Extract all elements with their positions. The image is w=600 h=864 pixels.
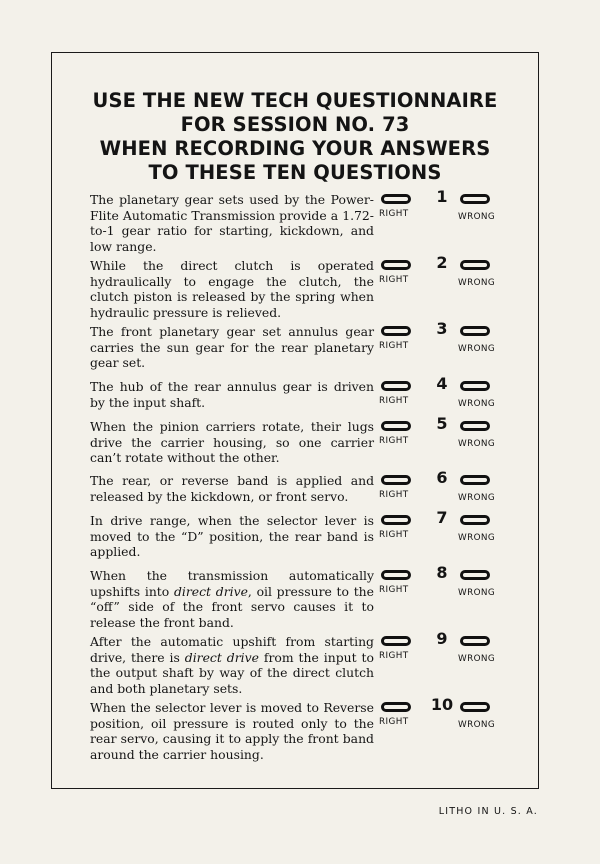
right-answer-oval[interactable] bbox=[381, 381, 411, 391]
wrong-answer-oval[interactable] bbox=[460, 475, 490, 485]
wrong-label: WRONG bbox=[458, 212, 496, 222]
question-text: The hub of the rear annulus gear is driven by the input shaft. bbox=[90, 379, 374, 410]
wrong-answer-oval[interactable] bbox=[460, 194, 490, 204]
title-line-1: USE THE NEW TECH QUESTIONNAIRE bbox=[92, 89, 498, 112]
question-text: After the automatic upshift from starting drive, there is direct drive from the input to the output shaft by way of the direct clutch and both planetary sets. bbox=[90, 634, 374, 696]
wrong-answer-oval[interactable] bbox=[460, 381, 490, 391]
question-text: The planetary gear sets used by the Power-Flite Automatic Transmission provide a 1.72-to-1 gear ratio for starting, kickdown, and low range. bbox=[90, 192, 374, 254]
question-number: 6 bbox=[436, 468, 448, 487]
wrong-label: WRONG bbox=[458, 720, 496, 730]
question-text: When the selector lever is moved to Reverse position, oil pressure is routed only to the rear servo, causing it to apply the front band around the carrier housing. bbox=[90, 700, 374, 762]
question-text: When the pinion carriers rotate, their lugs drive the carrier housing, so one carrier can’t rotate without the other. bbox=[90, 419, 374, 466]
title-line-3: WHEN RECORDING YOUR ANSWERS bbox=[99, 137, 491, 160]
question-number: 2 bbox=[436, 253, 448, 272]
wrong-label: WRONG bbox=[458, 654, 496, 664]
right-label: RIGHT bbox=[379, 341, 409, 351]
right-answer-oval[interactable] bbox=[381, 475, 411, 485]
question-number: 7 bbox=[436, 508, 448, 527]
right-answer-oval[interactable] bbox=[381, 326, 411, 336]
wrong-answer-oval[interactable] bbox=[460, 636, 490, 646]
title-line-4: TO THESE TEN QUESTIONS bbox=[148, 161, 442, 184]
right-label: RIGHT bbox=[379, 209, 409, 219]
right-label: RIGHT bbox=[379, 651, 409, 661]
right-answer-oval[interactable] bbox=[381, 570, 411, 580]
wrong-label: WRONG bbox=[458, 278, 496, 288]
wrong-label: WRONG bbox=[458, 399, 496, 409]
question-number: 3 bbox=[436, 319, 448, 338]
print-credit: LITHO IN U. S. A. bbox=[438, 806, 538, 817]
question-number: 1 bbox=[436, 187, 448, 206]
question-number: 4 bbox=[436, 374, 448, 393]
questionnaire-frame bbox=[51, 52, 539, 789]
wrong-answer-oval[interactable] bbox=[460, 515, 490, 525]
question-number: 10 bbox=[430, 695, 454, 714]
wrong-label: WRONG bbox=[458, 533, 496, 543]
question-text: While the direct clutch is operated hydraulically to engage the clutch, the clutch piston is released by the spring when hydraulic pressure is relieved. bbox=[90, 258, 374, 320]
question-text: The rear, or reverse band is applied and released by the kickdown, or front servo. bbox=[90, 473, 374, 504]
wrong-answer-oval[interactable] bbox=[460, 421, 490, 431]
wrong-label: WRONG bbox=[458, 439, 496, 449]
wrong-answer-oval[interactable] bbox=[460, 326, 490, 336]
wrong-label: WRONG bbox=[458, 493, 496, 503]
question-number: 8 bbox=[436, 563, 448, 582]
right-label: RIGHT bbox=[379, 396, 409, 406]
right-label: RIGHT bbox=[379, 530, 409, 540]
wrong-answer-oval[interactable] bbox=[460, 570, 490, 580]
question-number: 5 bbox=[436, 414, 448, 433]
page-title bbox=[52, 89, 538, 185]
wrong-answer-oval[interactable] bbox=[460, 702, 490, 712]
right-answer-oval[interactable] bbox=[381, 421, 411, 431]
right-answer-oval[interactable] bbox=[381, 260, 411, 270]
question-text: The front planetary gear set annulus gear carries the sun gear for the rear planetary gear set. bbox=[90, 324, 374, 371]
right-label: RIGHT bbox=[379, 436, 409, 446]
question-text: In drive range, when the selector lever is moved to the “D” position, the rear band is applied. bbox=[90, 513, 374, 560]
right-answer-oval[interactable] bbox=[381, 194, 411, 204]
title-line-2: FOR SESSION NO. 73 bbox=[180, 113, 410, 136]
question-text: When the transmission automatically upshifts into direct drive, oil pressure to the “off” side of the front servo causes it to release the front band. bbox=[90, 568, 374, 630]
right-label: RIGHT bbox=[379, 717, 409, 727]
right-label: RIGHT bbox=[379, 275, 409, 285]
question-number: 9 bbox=[436, 629, 448, 648]
wrong-answer-oval[interactable] bbox=[460, 260, 490, 270]
right-label: RIGHT bbox=[379, 585, 409, 595]
right-answer-oval[interactable] bbox=[381, 636, 411, 646]
wrong-label: WRONG bbox=[458, 344, 496, 354]
right-label: RIGHT bbox=[379, 490, 409, 500]
wrong-label: WRONG bbox=[458, 588, 496, 598]
right-answer-oval[interactable] bbox=[381, 702, 411, 712]
right-answer-oval[interactable] bbox=[381, 515, 411, 525]
